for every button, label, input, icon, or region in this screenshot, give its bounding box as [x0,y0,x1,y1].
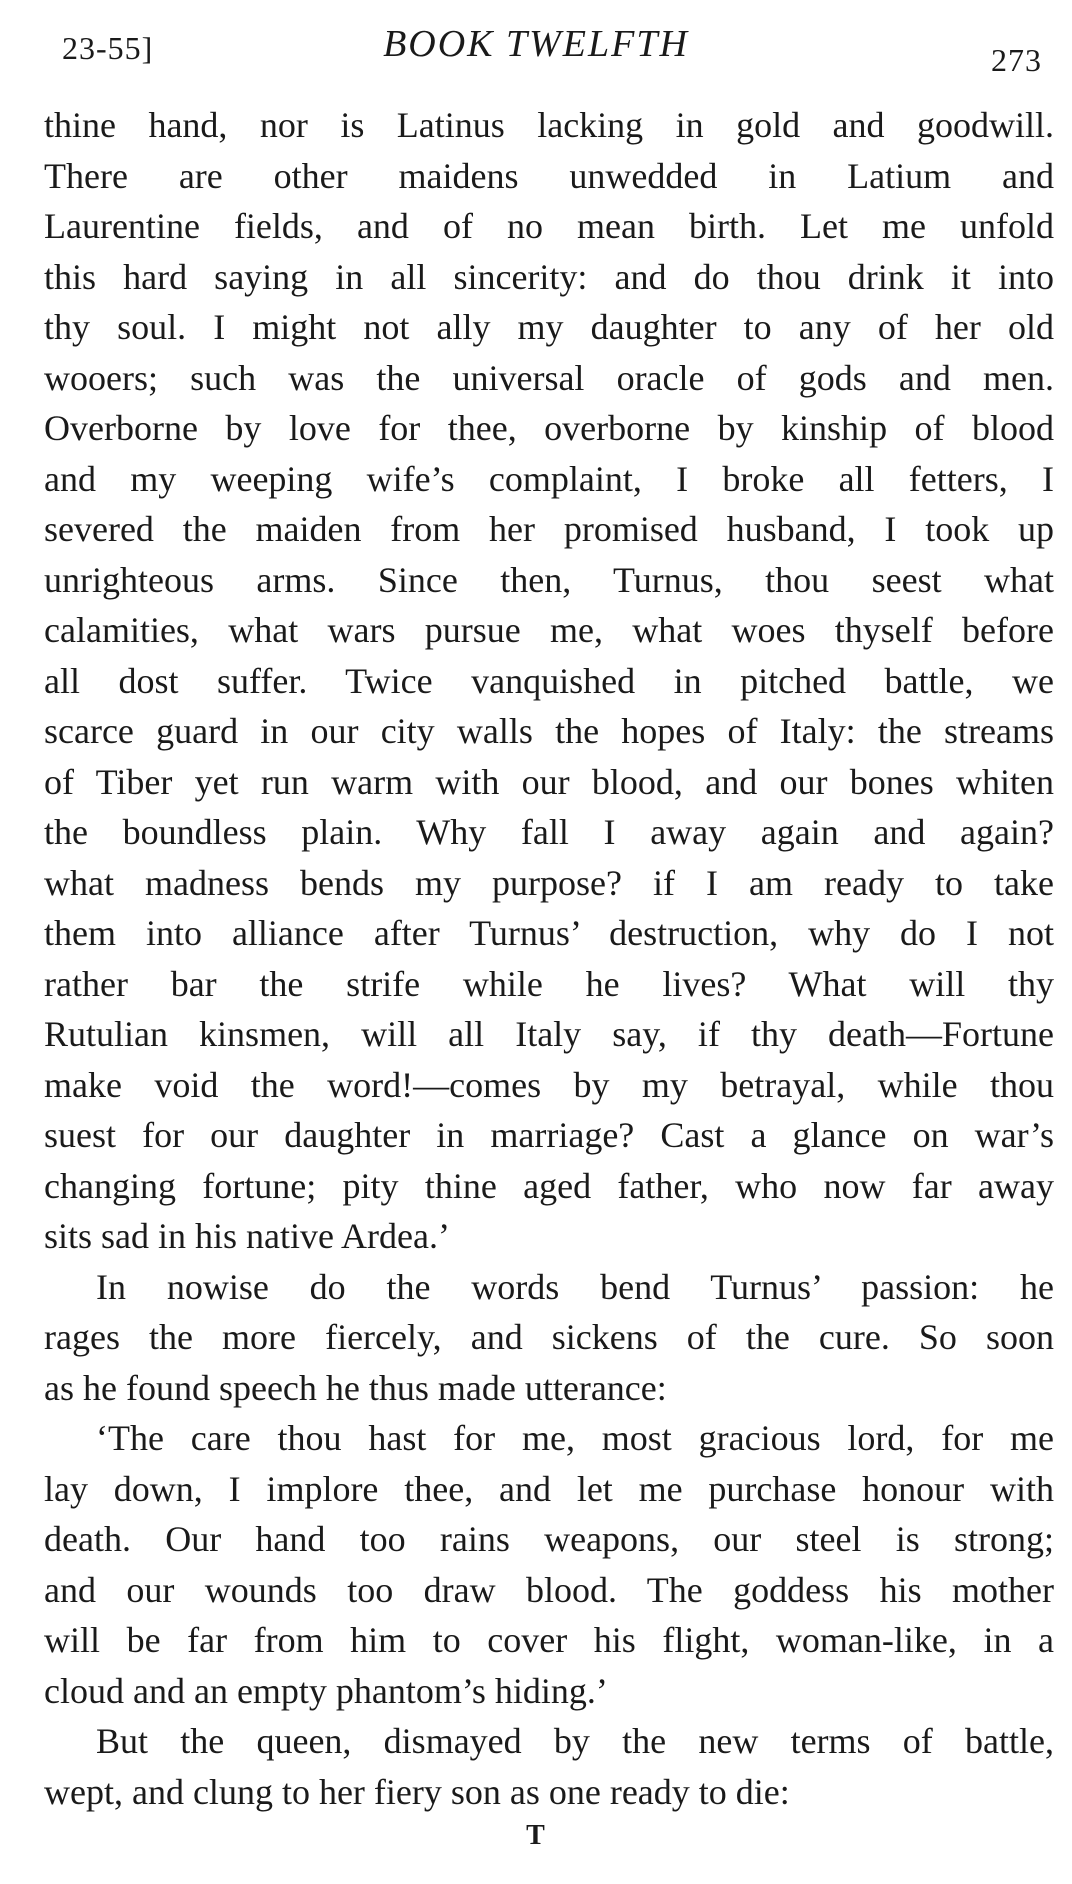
text-line: the boundless plain. Why fall I away again and again? [44,812,1054,852]
text-line: what madness bends my purpose? if I am ready to take [44,862,1054,903]
text-line: Laurentine fields, and of no mean birth. Let me unfold [44,206,1054,246]
text-line: lay down, I implore thee, and let me purchase honour with [44,1468,1054,1509]
text-line: this hard saying in all sincerity: and do thou drink it into [44,256,1054,297]
text-line: calamities, what wars pursue me, what woes thyself before [44,610,1054,650]
text-line: But the queen, dismayed by the new terms of battle, [96,1721,1054,1761]
text-line: thy soul. I might not ally my daughter to any of her old [44,307,1054,347]
text-line: as he found speech he thus made utterance: [44,1367,667,1408]
text-line: death. Our hand too rains weapons, our steel is strong; [44,1519,1054,1559]
running-head [0,22,1072,78]
text-line: rather bar the strife while he lives? What will thy [44,963,1054,1004]
text-line: and our wounds too draw blood. The goddess his mother [44,1569,1054,1610]
text-line: Rutulian kinsmen, will all Italy say, if thy death—Fortune [44,1014,1054,1054]
line-range: 23-55] [62,30,154,66]
page-number: 273 [991,42,1042,78]
text-line: and my weeping wife’s complaint, I broke all fetters, I [44,458,1054,499]
paragraph [44,100,1054,1262]
text-line: wooers; such was the universal oracle of gods and men. [44,357,1054,398]
text-line: severed the maiden from her promised husband, I took up [44,509,1054,549]
text-line: Overborne by love for thee, overborne by kinship of blood [44,408,1054,448]
text-line: There are other maidens unwedded in Latium and [44,155,1054,196]
text-line: In nowise do the words bend Turnus’ passion: he [96,1266,1054,1307]
text-line: will be far from him to cover his flight, woman-like, in a [44,1620,1054,1660]
book-title: BOOK TWELFTH [383,23,689,65]
text-line: wept, and clung to her fiery son as one ready to die: [44,1771,790,1812]
text-line: of Tiber yet run warm with our blood, and our bones whiten [44,761,1054,802]
text-line: unrighteous arms. Since then, Turnus, thou seest what [44,559,1054,600]
text-line: rages the more fiercely, and sickens of the cure. So soon [44,1317,1054,1357]
text-line: all dost suffer. Twice vanquished in pitched battle, we [44,660,1054,701]
paragraph [44,1716,1054,1817]
signature-mark: T [526,1820,546,1851]
paragraph [44,1262,1054,1414]
text-line: scarce guard in our city walls the hopes of Italy: the streams [44,711,1054,751]
text-line: sits sad in his native Ardea.’ [44,1216,450,1256]
text-line: suest for our daughter in marriage? Cast a glance on war’s [44,1115,1054,1155]
text-line: make void the word!—comes by my betrayal, while thou [44,1064,1054,1105]
text-line: ‘The care thou hast for me, most gracious lord, for me [96,1418,1054,1458]
text-line: thine hand, nor is Latinus lacking in gold and goodwill. [44,105,1054,145]
text-line: cloud and an empty phantom’s hiding.’ [44,1670,608,1711]
text-line: them into alliance after Turnus’ destruction, why do I not [44,913,1054,953]
text-line: changing fortune; pity thine aged father, who now far away [44,1165,1054,1206]
body-text [44,100,1054,1817]
paragraph [44,1413,1054,1716]
